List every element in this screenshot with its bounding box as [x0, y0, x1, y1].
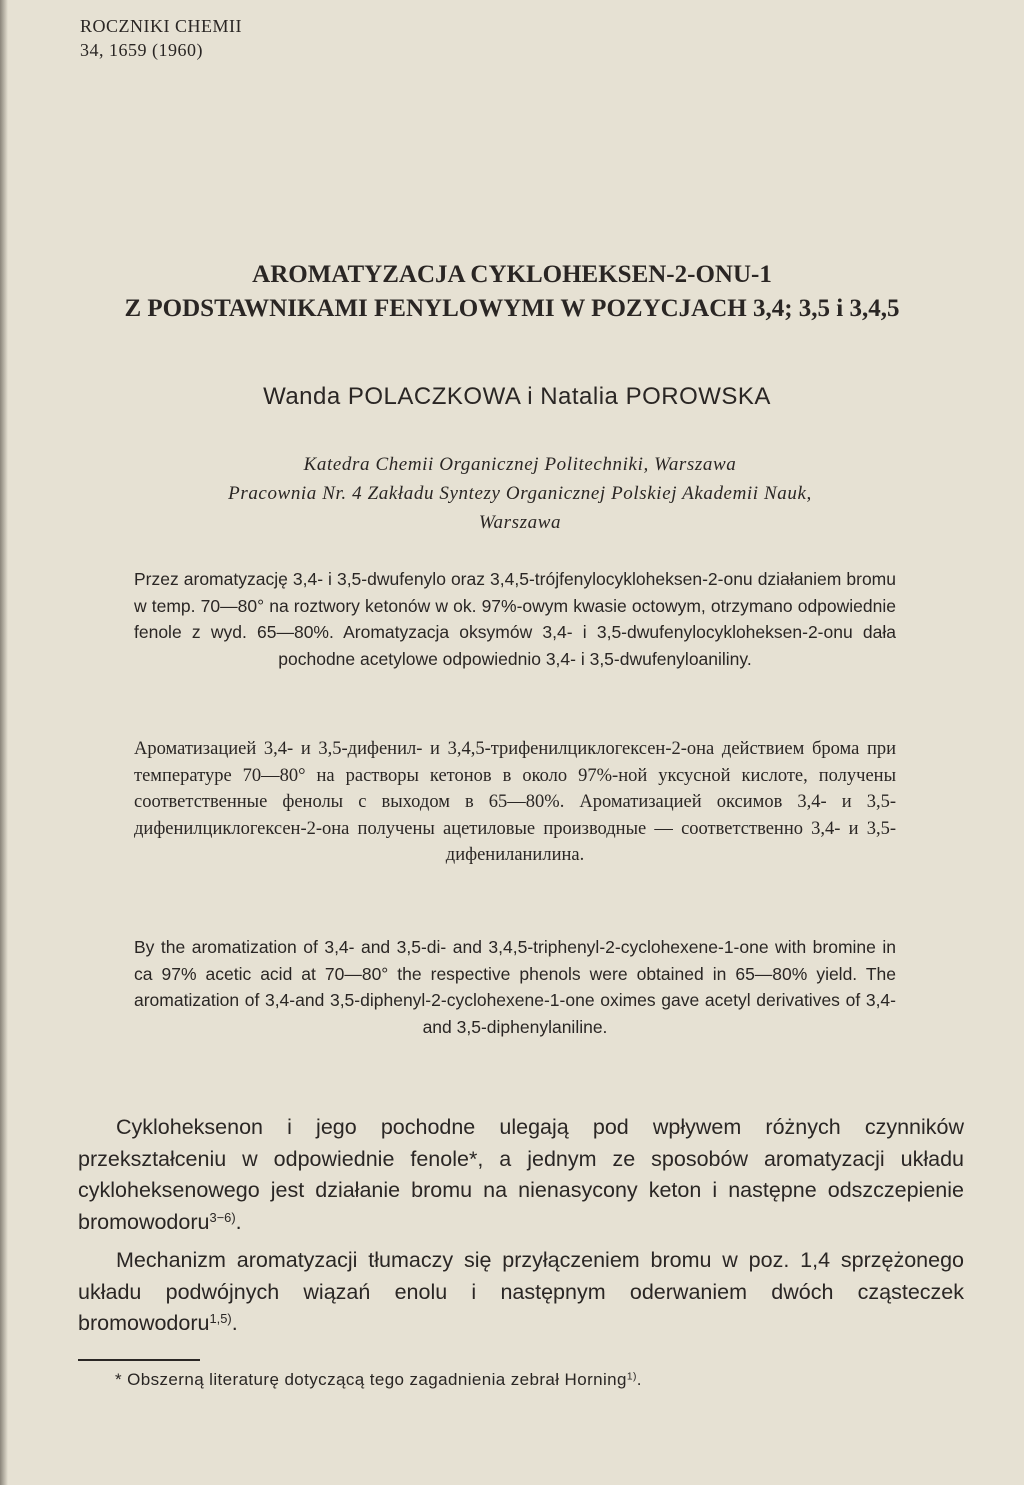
affiliation-line-2: Pracownia Nr. 4 Zakładu Syntezy Organicznej Polskiej Akademii Nauk,	[228, 483, 812, 504]
journal-citation: 34, 1659 (1960)	[80, 40, 203, 60]
citation-ref: 3−6)	[209, 1209, 236, 1225]
paragraph-1-end: .	[235, 1209, 242, 1234]
footnote-text: Obszerną literaturę dotyczącą tego zagadnienia zebrał Horning	[127, 1370, 627, 1389]
abstract-russian: Ароматизацией 3,4- и 3,5-дифенил- и 3,4,5-трифенилциклогексен-2-она действием брома при температуре 70—80° на растворы кетонов в около 97%-ной уксусной кислоте, получены соответственные фенолы с выходом в 65—80%. Ароматизацией оксимов 3,4- и 3,5-дифенилциклогексен-2-она получены ацетиловые производные — соответственно 3,4- и 3,5-дифениланилина.	[134, 739, 896, 866]
footnote	[115, 1370, 642, 1390]
affiliation-line-1: Katedra Chemii Organicznej Politechniki, Warszawa	[303, 454, 737, 475]
paragraph-2-text: Mechanizm aromatyzacji tłumaczy się przyłączeniem bromu w poz. 1,4 sprzężonego układu podwójnych wiązań enolu i następnym oderwaniem dwóch cząsteczek bromowodoru	[78, 1248, 964, 1335]
page-edge-shadow	[0, 0, 8, 1485]
citation-ref: 1,5)	[209, 1310, 232, 1326]
abstract-english: By the aromatization of 3,4- and 3,5-di- and 3,4,5-triphenyl-2-cyclohexene-1-one with bromine in ca 97% acetic acid at 70—80° the respective phenols were obtained in 65—80% yield. The aromatization of 3,4-and 3,5-diphenyl-2-cyclohexene-1-one oximes gave acetyl derivatives of 3,4- and 3,5-diphenylaniline.	[134, 937, 896, 1037]
footnote-divider	[78, 1359, 200, 1361]
authors: Wanda POLACZKOWA i Natalia POROWSKA	[263, 383, 771, 410]
footnote-end: .	[636, 1370, 642, 1389]
title-line-1: AROMATYZACJA CYKLOHEKSEN-2-ONU-1	[252, 261, 772, 288]
paragraph-2-end: .	[231, 1311, 238, 1335]
abstract-polish: Przez aromatyzację 3,4- i 3,5-dwufenylo oraz 3,4,5-trójfenylocykloheksen-2-onu działaniem bromu w temp. 70—80° na roztwory ketonów w ok. 97%-owym kwasie octowym, otrzymano odpowiednie fenole z wyd. 65—80%. Aromatyzacja oksymów 3,4- i 3,5-dwufenylocykloheksen-2-onu dała pochodne acetylowe odpowiednio 3,4- i 3,5-dwufenyloaniliny.	[134, 569, 896, 669]
body-paragraph-1	[78, 1112, 964, 1238]
journal-header	[80, 14, 242, 62]
affiliation	[130, 450, 910, 537]
paragraph-1-text: Cykloheksenon i jego pochodne ulegają pod wpływem różnych czynników przekształceniu w odpowiednie fenole*, a jednym ze sposobów aromatyzacji układu cykloheksenowego jest działanie bromu na nienasycony keton i następne odszczepienie bromowodoru	[78, 1115, 964, 1234]
article-title	[0, 258, 1024, 326]
body-paragraph-2	[78, 1245, 964, 1340]
footnote-ref: 1)	[626, 1371, 637, 1383]
footnote-marker: *	[115, 1370, 123, 1389]
affiliation-line-3: Warszawa	[478, 512, 562, 533]
title-line-2: Z PODSTAWNIKAMI FENYLOWYMI W POZYCJACH 3,4; 3,5 i 3,4,5	[124, 295, 900, 322]
journal-name: ROCZNIKI CHEMII	[80, 16, 242, 36]
